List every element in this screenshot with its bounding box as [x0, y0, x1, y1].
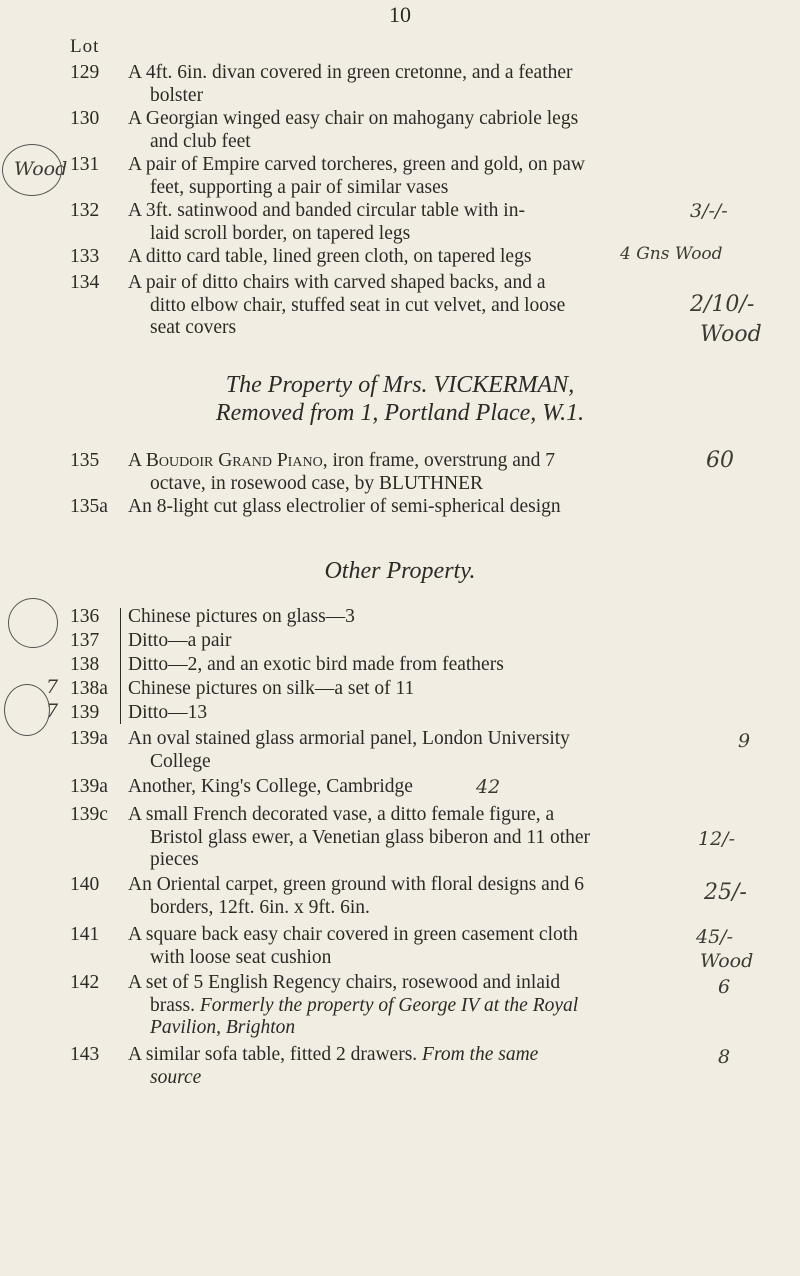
lot-description-cont: pieces — [150, 849, 199, 870]
lot-description: A 3ft. satinwood and banded circular table with in- — [128, 200, 525, 221]
lot-description: Another, King's College, Cambridge — [128, 776, 413, 797]
lot-description-cont: seat covers — [150, 317, 237, 338]
lot-number: 141 — [70, 924, 100, 945]
lot-description-cont: ditto elbow chair, stuffed seat in cut velvet, and loose — [150, 294, 566, 316]
handwritten-price: 12/- — [698, 828, 735, 850]
lot-description-cont: College — [150, 750, 211, 772]
lot-description: A set of 5 English Regency chairs, rosewood and inlaid — [128, 972, 561, 993]
lot-description: A pair of Empire carved torcheres, green and gold, on paw — [128, 154, 585, 175]
lot-number: 135 — [70, 450, 100, 471]
lot-entry — [70, 728, 730, 773]
lot-number: 134 — [70, 272, 100, 293]
handwritten-price: 8 — [718, 1046, 731, 1068]
lot-provenance-cont: Pavilion, Brighton — [150, 1017, 296, 1038]
handwritten-price: 45/- — [696, 926, 733, 948]
lot-description: Ditto—2, and an exotic bird made from feathers — [128, 654, 504, 675]
lot-number: 140 — [70, 874, 100, 895]
lot-description: An Oriental carpet, green ground with floral designs and 6 — [128, 874, 584, 895]
lot-entry — [70, 606, 730, 629]
lot-description-cont: borders, 12ft. 6in. x 9ft. 6in. — [150, 896, 370, 918]
lot-description: A ditto card table, lined green cloth, on tapered legs — [128, 246, 532, 267]
owner-address: Removed from 1, Portland Place, W.1. — [215, 400, 585, 426]
lot-entry — [70, 654, 730, 677]
lot-description: A pair of ditto chairs with carved shaped backs, and a — [128, 272, 546, 293]
lot-number: 139c — [70, 804, 108, 825]
lot-entry — [70, 776, 730, 799]
handwritten-price: 42 — [476, 776, 501, 798]
lot-entry — [70, 450, 730, 495]
lot-description: , iron frame, overstrung and 7 — [322, 450, 555, 471]
handwritten-price: 9 — [738, 730, 751, 752]
lot-entry — [70, 496, 730, 519]
page-number: 10 — [389, 2, 411, 27]
lot-entry — [70, 804, 730, 872]
lot-number: 138a — [70, 678, 108, 699]
lot-number: 130 — [70, 108, 100, 129]
handwritten-note: Wood — [700, 950, 754, 972]
lot-description-cont: octave, in rosewood case, by BLUTHNER — [150, 472, 484, 494]
lot-entry — [70, 702, 730, 725]
lot-description: An oval stained glass armorial panel, London University — [128, 728, 570, 749]
lot-description: A Georgian winged easy chair on mahogany cabriole legs — [128, 108, 579, 129]
lot-description: A square back easy chair covered in green casement cloth — [128, 924, 578, 945]
lot-number: 137 — [70, 630, 100, 651]
lot-description: A similar sofa table, fitted 2 drawers. — [128, 1044, 418, 1065]
lot-number: 139 — [70, 702, 100, 723]
lot-entry — [70, 630, 730, 653]
handwritten-price: 3/-/- — [690, 200, 728, 222]
lot-entry — [70, 200, 730, 245]
lot-description: Chinese pictures on glass—3 — [128, 606, 355, 627]
lot-number: 142 — [70, 972, 100, 993]
handwritten-price: 60 — [706, 448, 734, 473]
lot-entry — [70, 1044, 730, 1089]
lot-entry — [70, 108, 730, 153]
lot-number: 133 — [70, 246, 100, 267]
handwritten-price: 6 — [718, 976, 731, 998]
handwritten-circle — [8, 598, 58, 648]
lot-provenance: From the same — [422, 1044, 539, 1065]
lot-provenance: Formerly the property of George IV at the Royal — [199, 994, 579, 1016]
section-heading: Other Property. — [324, 558, 476, 584]
lot-number: 143 — [70, 1044, 100, 1065]
lot-description: Ditto—13 — [128, 702, 208, 723]
lot-description: A small French decorated vase, a ditto female figure, a — [128, 804, 555, 825]
handwritten-price: 2/10/- — [690, 292, 755, 317]
lot-column-label: Lot — [70, 36, 100, 57]
handwritten-price: 7 — [46, 700, 59, 722]
lot-description-prefix: A — [128, 450, 146, 471]
lot-number: 129 — [70, 62, 100, 83]
lot-description: A 4ft. 6in. divan covered in green cretonne, and a feather — [128, 62, 573, 83]
lot-entry — [70, 154, 730, 199]
lot-description-cont: brass. — [150, 994, 195, 1016]
lot-entry — [70, 874, 730, 919]
lot-entry — [70, 678, 730, 701]
lot-number: 138 — [70, 654, 100, 675]
lot-description: Ditto—a pair — [128, 630, 232, 651]
group-bracket — [120, 608, 121, 724]
lot-number: 139a — [70, 728, 108, 749]
lot-provenance-cont: source — [150, 1066, 202, 1088]
lot-entry — [70, 972, 730, 1040]
lot-number: 136 — [70, 606, 100, 627]
lot-number: 135a — [70, 496, 108, 517]
lot-number: 139a — [70, 776, 108, 797]
lot-description: An 8-light cut glass electrolier of semi-spherical design — [128, 496, 561, 517]
handwritten-price: 7 — [46, 676, 59, 698]
lot-description-cont: with loose seat cushion — [150, 946, 332, 968]
lot-description-cont: feet, supporting a pair of similar vases — [150, 176, 449, 198]
lot-description-cont: bolster — [150, 84, 204, 106]
handwritten-price: 25/- — [704, 880, 747, 905]
handwritten-note: Wood — [14, 158, 68, 180]
lot-description-cont: and club feet — [150, 130, 251, 152]
lot-description: Chinese pictures on silk—a set of 11 — [128, 678, 415, 699]
handwritten-price: 4 Gns Wood — [620, 244, 723, 264]
lot-number: 131 — [70, 154, 100, 175]
lot-description-smallcaps: Boudoir Grand Piano — [145, 450, 323, 471]
handwritten-note: Wood — [700, 322, 762, 347]
owner-heading: The Property of Mrs. VICKERMAN, — [225, 372, 575, 398]
lot-entry — [70, 62, 730, 107]
lot-entry — [70, 924, 730, 969]
lot-entry — [70, 272, 730, 340]
lot-description-cont: Bristol glass ewer, a Venetian glass biberon and 11 other — [150, 826, 591, 848]
lot-description-cont: laid scroll border, on tapered legs — [150, 222, 411, 244]
lot-number: 132 — [70, 200, 100, 221]
handwritten-circle — [4, 684, 50, 736]
